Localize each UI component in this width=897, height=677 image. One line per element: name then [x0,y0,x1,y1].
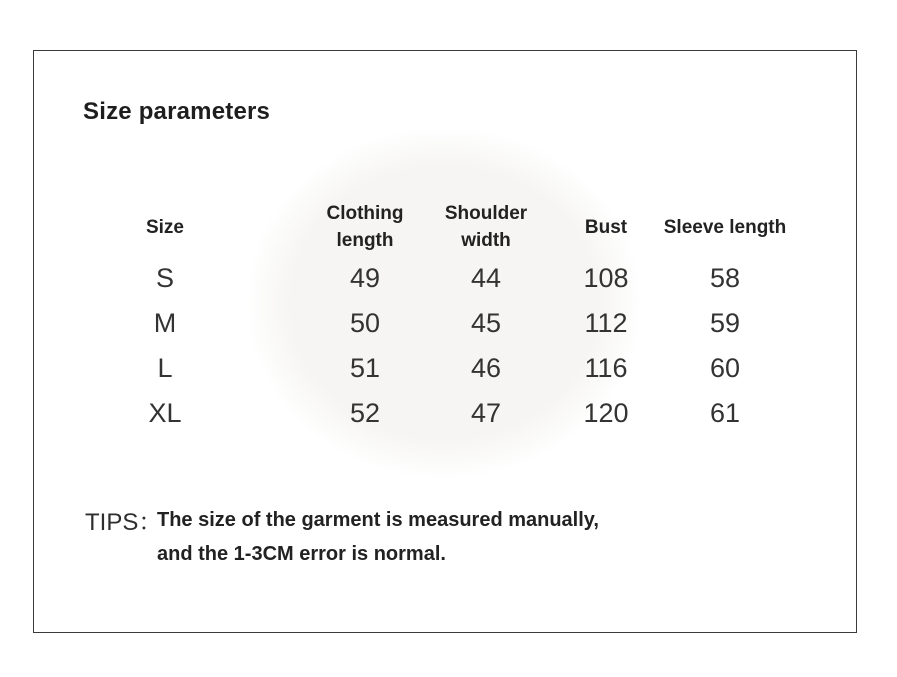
column-bust [544,198,668,436]
value-cell: 49 [349,263,381,293]
column-header-sleeve-length: Sleeve length [663,216,787,238]
size-cell: XL [148,398,182,428]
size-cell: M [153,308,177,338]
page-frame [33,50,857,633]
value-cell: 61 [709,398,741,428]
column-header-clothing-length: Clothing length [326,203,404,251]
column-clothing-length [303,198,427,436]
column-size [103,198,227,436]
value-cell: 45 [470,308,502,338]
value-cell: 108 [583,263,629,293]
page-title: Size parameters [83,98,271,125]
column-header-bust: Bust [584,216,628,238]
size-cell: S [155,263,174,293]
value-cell: 47 [470,398,502,428]
value-cell: 50 [349,308,381,338]
value-cell: 120 [583,398,629,428]
tips-line-2: and the 1-3CM error is normal. [157,543,446,565]
column-header-shoulder-width: Shoulder width [444,203,528,251]
tips-text [157,503,599,571]
value-cell: 44 [470,263,502,293]
value-cell: 112 [584,308,628,338]
value-cell: 51 [349,353,381,383]
value-cell: 58 [709,263,741,293]
value-cell: 116 [584,353,628,383]
value-cell: 59 [709,308,741,338]
size-cell: L [157,353,173,383]
value-cell: 52 [349,398,381,428]
tips-line-1: The size of the garment is measured manually, [157,509,599,531]
value-cell: 60 [709,353,741,383]
column-header-size: Size [145,216,185,238]
column-shoulder-width [424,198,548,436]
column-sleeve-length [663,198,787,436]
value-cell: 46 [470,353,502,383]
tips-label: TIPS： [85,509,163,536]
